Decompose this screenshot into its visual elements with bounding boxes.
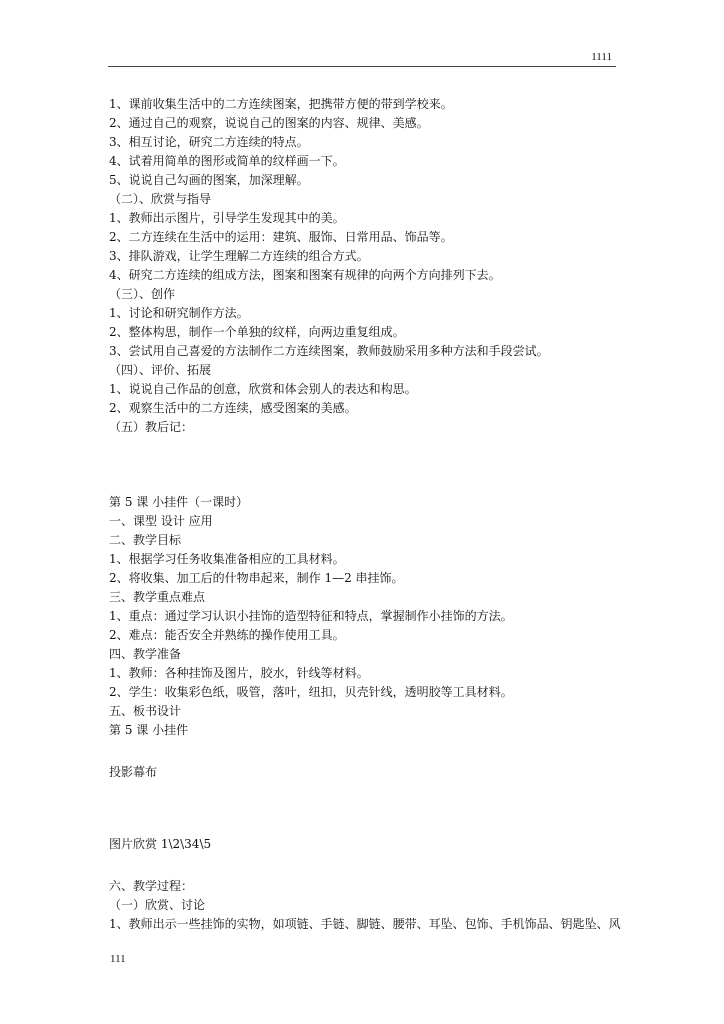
text-line: 1、重点：通过学习认识小挂饰的造型特征和特点，掌握制作小挂饰的方法。: [109, 609, 513, 623]
text-line: 第 5 课 小挂件: [109, 723, 189, 737]
text-line: 3、尝试用自己喜爱的方法制作二方连续图案，教师鼓励采用多种方法和手段尝试。: [109, 344, 549, 358]
text-line: 4、试着用简单的图形或简单的纹样画一下。: [109, 154, 345, 168]
text-line: 1、讨论和研究制作方法。: [109, 306, 249, 320]
text-line: 图片欣赏 1\2\34\5: [109, 837, 212, 851]
section-heading: （三）、创作: [109, 287, 176, 301]
text-line: 3、相互讨论，研究二方连续的特点。: [109, 135, 309, 149]
text-line: 5、说说自己勾画的图案，加深理解。: [109, 173, 309, 187]
text-line: 2、学生：收集彩色纸，吸管，落叶，纽扣，贝壳针线，透明胶等工具材料。: [109, 685, 513, 699]
text-line: 1、教师：各种挂饰及图片，胶水，针线等材料。: [109, 666, 369, 680]
section-heading: 三、教学重点难点: [109, 590, 206, 604]
section-heading: （二）、欣赏与指导: [109, 192, 212, 206]
text-line: 2、难点：能否安全并熟练的操作使用工具。: [109, 628, 345, 642]
text-line: 投影幕布: [109, 765, 158, 779]
text-line: 1、教师出示图片，引导学生发现其中的美。: [109, 211, 345, 225]
text-line: 2、二方连续在生活中的运用：建筑、服饰、日常用品、饰品等。: [109, 230, 453, 244]
text-line: 3、排队游戏，让学生理解二方连续的组合方式。: [109, 249, 369, 263]
text-line: 1、教师出示一些挂饰的实物，如项链、手链、脚链、腰带、耳坠、包饰、手机饰品、钥匙坠、风: [109, 917, 621, 931]
section-heading: 二、教学目标: [109, 533, 182, 547]
text-line: 一、课型 设计 应用: [109, 514, 213, 528]
section-heading: 六、教学过程：: [109, 879, 194, 893]
text-line: 2、将收集、加工后的什物串起来，制作 1—2 串挂饰。: [109, 571, 404, 585]
text-line: 1、根据学习任务收集准备相应的工具材料。: [109, 552, 345, 566]
text-line: 2、通过自己的观察，说说自己的图案的内容、规律、美感。: [109, 116, 429, 130]
footer-page-number: 111: [110, 953, 126, 965]
section-heading: 四、教学准备: [109, 647, 182, 661]
lesson-title: 第 5 课 小挂件（一课时）: [109, 495, 249, 509]
header-page-number: 1111: [591, 51, 612, 63]
section-heading: （四）、评价、拓展: [109, 363, 212, 377]
text-line: 1、课前收集生活中的二方连续图案，把携带方便的带到学校来。: [109, 97, 453, 111]
text-line: 2、整体构思，制作一个单独的纹样，向两边重复组成。: [109, 325, 405, 339]
section-heading: （一）欣赏、讨论: [109, 898, 206, 912]
text-line: 1、说说自己作品的创意，欣赏和体会别人的表达和构思。: [109, 382, 417, 396]
text-line: 2、观察生活中的二方连续，感受图案的美感。: [109, 401, 357, 415]
header-rule: [108, 66, 616, 67]
text-line: 4、研究二方连续的组成方法，图案和图案有规律的向两个方向排列下去。: [109, 268, 501, 282]
section-heading: （五）教后记：: [109, 420, 194, 434]
section-heading: 五、板书设计: [109, 704, 182, 718]
